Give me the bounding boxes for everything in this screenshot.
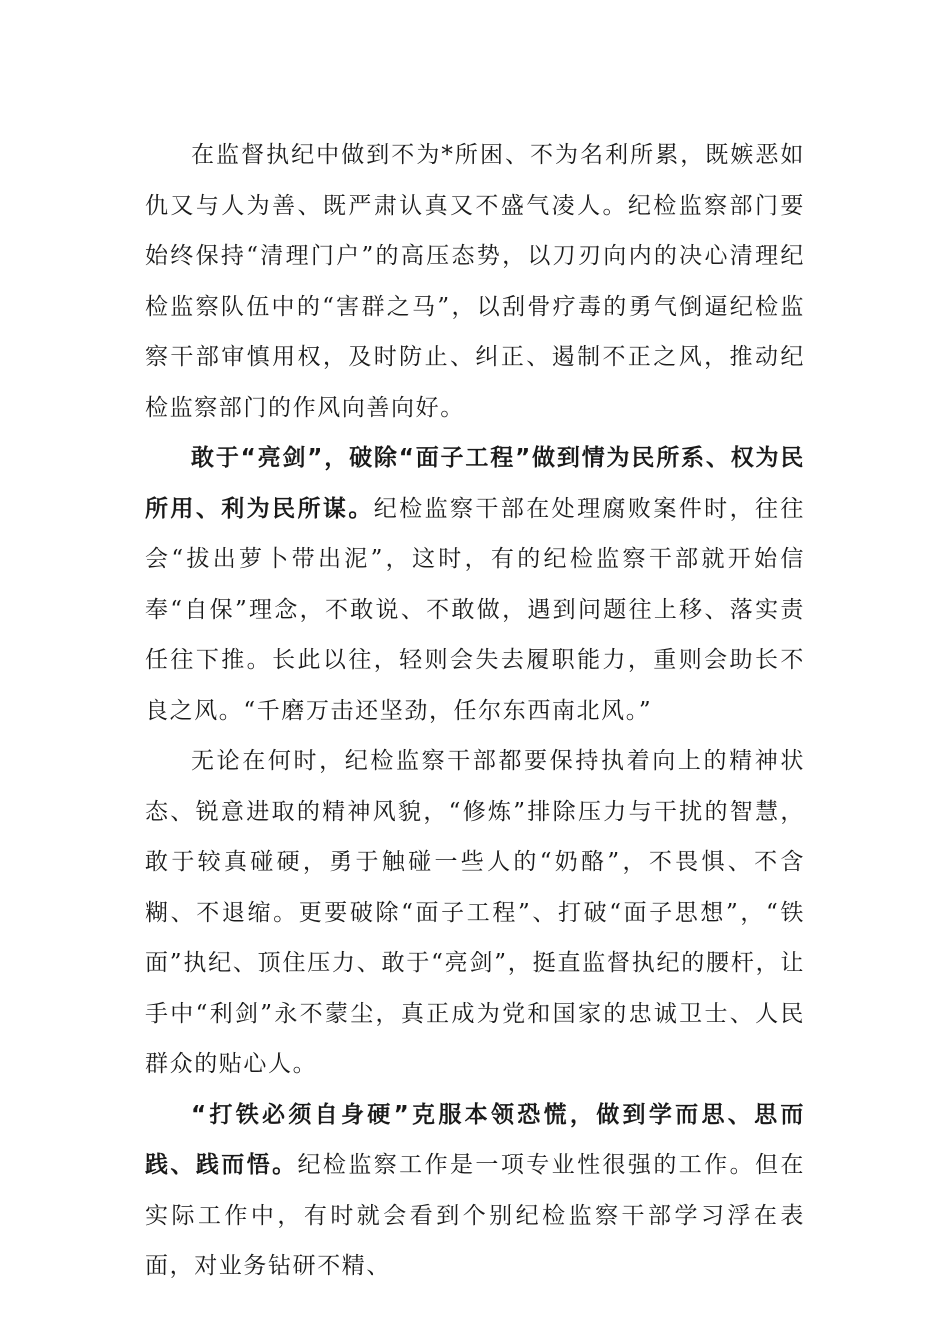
paragraph-4-lead: “打铁必须自身硬”克服本领恐慌，做到学而思、思而践、践而悟。 <box>145 1101 805 1178</box>
paragraph-1 <box>145 130 805 433</box>
paragraph-2 <box>145 433 805 736</box>
paragraph-2-lead: 敢于“亮剑”，破除“面子工程”做到情为民所系、权为民所用、利为民所谋。 <box>145 445 805 522</box>
paragraph-2-text: 纪检监察干部在处理腐败案件时，往往会“拔出萝卜带出泥”，这时，有的纪检监察干部就开始信奉“自保”理念，不敢说、不敢做，遇到问题往上移、落实责任往下推。长此以往，轻则会失去履职能力，重则会助长不良之风。“千磨万击还坚劲，任尔东西南北风。” <box>145 495 805 724</box>
paragraph-1-text: 在监督执纪中做到不为*所困、不为名利所累，既嫉恶如仇又与人为善、既严肃认真又不盛气凌人。纪检监察部门要始终保持“清理门户”的高压态势，以刀刃向内的决心清理纪检监察队伍中的“害群之马”，以刮骨疗毒的勇气倒逼纪检监察干部审慎用权，及时防止、纠正、遏制不正之风，推动纪检监察部门的作风向善向好。 <box>145 142 805 421</box>
document-body <box>145 130 805 1292</box>
paragraph-4-text: 纪检监察工作是一项专业性很强的工作。但在实际工作中，有时就会看到个别纪检监察干部学习浮在表面，对业务钻研不精、 <box>145 1152 805 1279</box>
paragraph-4 <box>145 1090 805 1292</box>
paragraph-3 <box>145 736 805 1090</box>
paragraph-3-text: 无论在何时，纪检监察干部都要保持执着向上的精神状态、锐意进取的精神风貌，“修炼”排除压力与干扰的智慧，敢于较真碰硬，勇于触碰一些人的“奶酪”，不畏惧、不含糊、不退缩。更要破除“面子工程”、打破“面子思想”，“铁面”执纪、顶住压力、敢于“亮剑”，挺直监督执纪的腰杆，让手中“利剑”永不蒙尘，真正成为党和国家的忠诚卫士、人民群众的贴心人。 <box>145 748 805 1077</box>
